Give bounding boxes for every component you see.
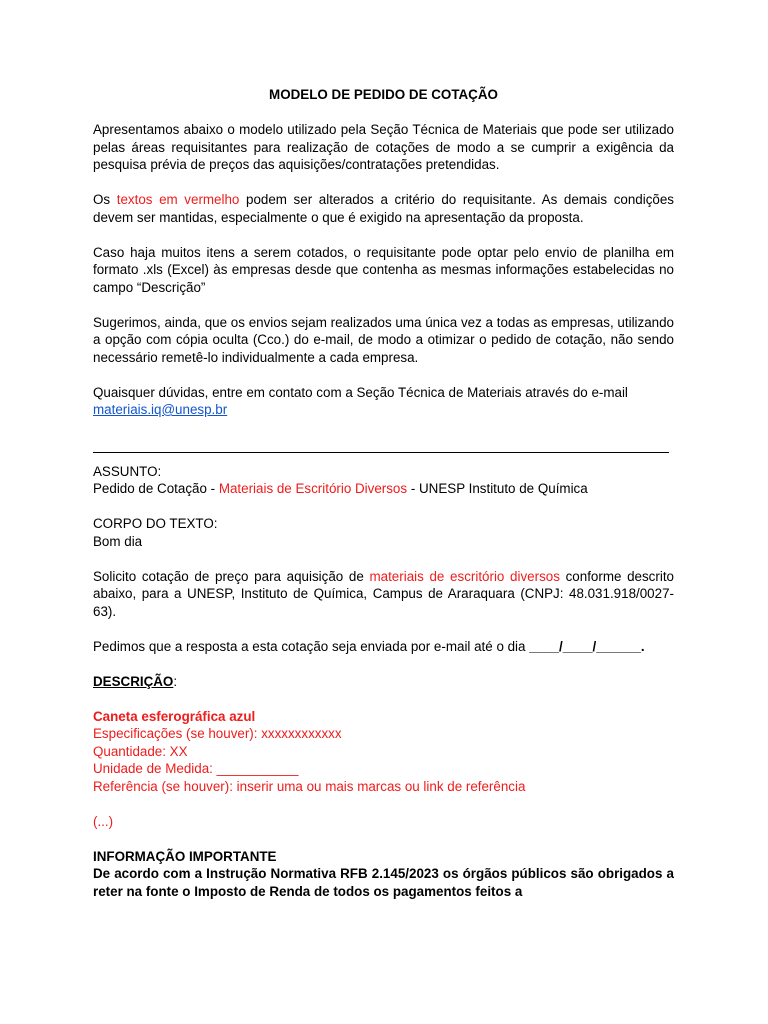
intro-paragraph: Apresentamos abaixo o modelo utilizado pela Seção Técnica de Materiais que pode ser utilizado pelas áreas requisitantes para realização de cotações de modo a se cumprir a exigência da pesquisa prévia de preços das aquisições/contratações pretendidas.	[93, 122, 674, 172]
item-specs: Especificações (se houver): xxxxxxxxxxxx	[93, 726, 342, 741]
document-title: MODELO DE PEDIDO DE COTAÇÃO	[269, 87, 498, 102]
greeting: Bom dia	[93, 533, 143, 549]
excel-note: Caso haja muitos itens a serem cotados, o requisitante pode optar pelo envio de planilha em formato .xls (Excel) às empresas desde que contenha as mesmas informações estabelecidas no campo “Descrição”	[93, 244, 674, 295]
separator-line	[93, 452, 669, 453]
contact-paragraph	[93, 384, 674, 419]
assunto-red: Materiais de Escritório Diversos	[218, 481, 408, 496]
important-text: De acordo com a Instrução Normativa RFB 2.145/2023 os órgãos públicos são obrigados a reter na fonte o Imposto de Renda de todos os pagamentos feitos a	[93, 866, 674, 899]
red-text-note	[93, 191, 674, 226]
item-unit: Unidade de Medida: ___________	[93, 761, 299, 776]
date-blank: ____/____/______.	[529, 638, 645, 654]
red-note-highlight: textos em vermelho	[116, 192, 240, 207]
request-red: materiais de escritório diversos	[369, 568, 560, 584]
item-reference: Referência (se houver): inserir uma ou mais marcas ou link de referência	[93, 778, 526, 794]
descricao-heading	[93, 673, 674, 691]
descricao-label: DESCRIÇÃO	[93, 673, 174, 689]
item-quantity: Quantidade: XX	[93, 743, 188, 759]
deadline-text: Pedimos que a resposta a esta cotação seja enviada por e-mail até o dia	[93, 638, 526, 654]
request-prefix: Solicito cotação de preço para aquisição de	[93, 568, 370, 584]
item-name: Caneta esferográfica azul	[93, 708, 256, 724]
item-ellipsis: (...)	[93, 813, 114, 829]
contact-email-link[interactable]: materiais.iq@unesp.br	[93, 402, 228, 417]
assunto-suffix: - UNESP Instituto de Química	[407, 481, 588, 496]
suggestion-paragraph: Sugerimos, ainda, que os envios sejam realizados uma única vez a todas as empresas, utilizando a opção com cópia oculta (Cco.) do e-mail, de modo a otimizar o pedido de cotação, não sendo necessário remetê-lo individualmente a cada empresa.	[93, 314, 674, 365]
request-paragraph	[93, 568, 674, 621]
assunto-prefix: Pedido de Cotação -	[93, 481, 219, 496]
assunto-label: ASSUNTO:	[93, 463, 162, 479]
important-label: INFORMAÇÃO IMPORTANTE	[93, 848, 277, 864]
assunto-line	[93, 480, 674, 498]
corpo-label: CORPO DO TEXTO:	[93, 516, 218, 531]
descricao-colon: :	[173, 673, 178, 689]
document-body	[93, 86, 674, 900]
deadline-paragraph	[93, 638, 674, 656]
red-note-prefix: Os	[93, 192, 117, 207]
red-note-suffix: podem ser alterados a critério do requisitante. As demais condições devem ser mantidas, especialmente o que é exigido na apresentação da proposta.	[93, 192, 674, 225]
contact-text: Quaisquer dúvidas, entre em contato com a Seção Técnica de Materiais através do e-mail	[93, 384, 628, 400]
request-suffix: conforme descrito abaixo, para a UNESP, Instituto de Química, Campus de Araraquara (CNPJ: 48.031.918/0027-63).	[93, 568, 674, 619]
